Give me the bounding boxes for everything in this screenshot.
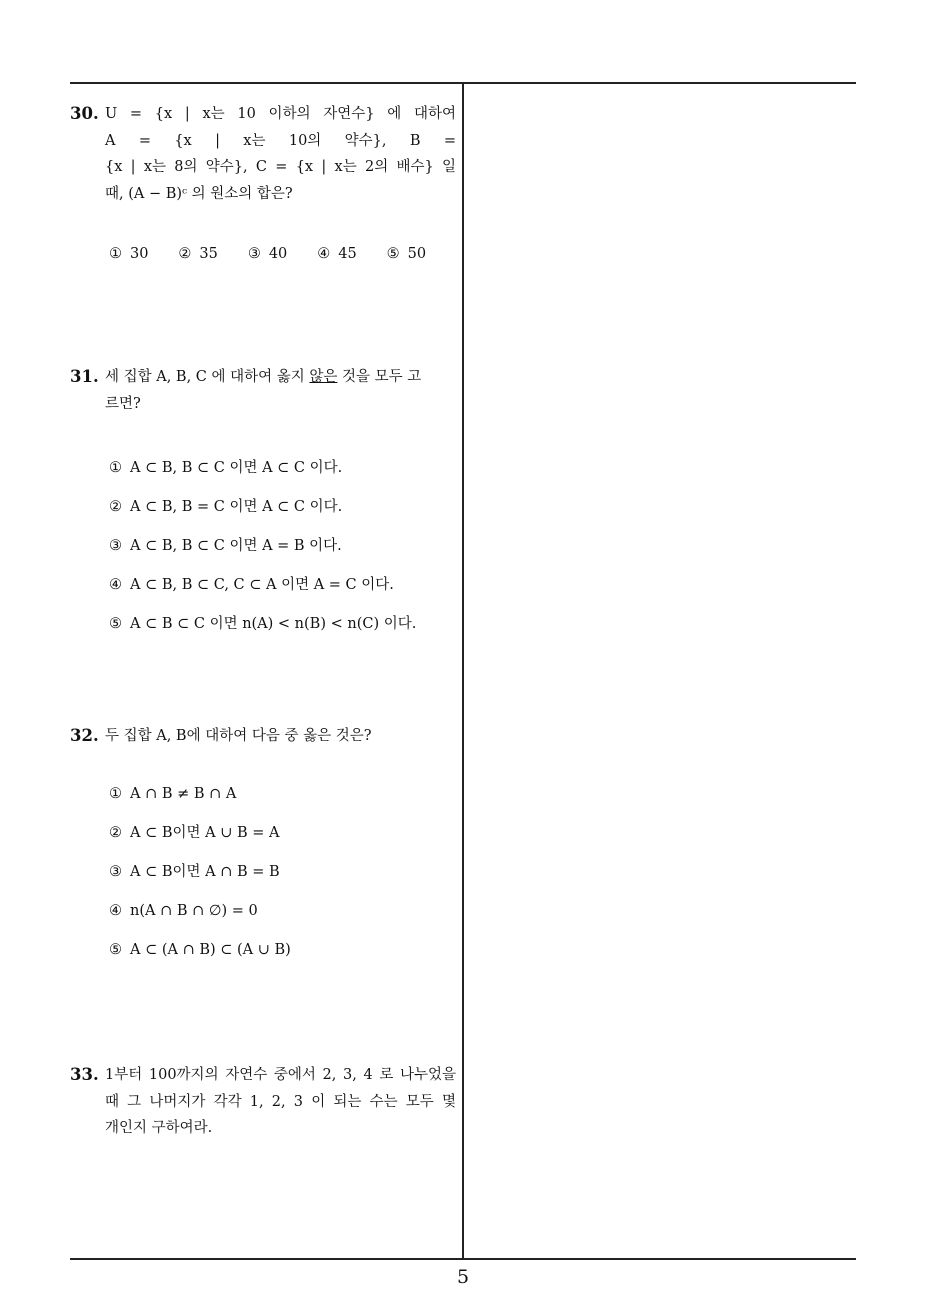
- choice-marker: ①: [109, 460, 122, 476]
- answer-choice-3[interactable]: [109, 533, 456, 572]
- answer-choice-1[interactable]: [109, 241, 178, 268]
- choice-text: A ⊂ B이면 A ∩ B = B: [130, 863, 280, 880]
- question-stem: [105, 723, 456, 750]
- question-number: 31.: [70, 367, 99, 386]
- stem-line: A = {x | x는 10의 약수}, B =: [105, 132, 456, 149]
- stem-text: [105, 364, 421, 391]
- stem-line: 1부터 100까지의 자연수 중에서 2, 3, 4 로 나누었을: [105, 1067, 456, 1083]
- stem-line: 때 그 나머지가 각각 1, 2, 3 이 되는 수는 모두 몇: [105, 1093, 456, 1110]
- choice-marker: ②: [178, 246, 192, 262]
- answer-choice-4[interactable]: [109, 572, 456, 611]
- stem-line: 것을 모두 고: [337, 369, 422, 385]
- stem-line: 르면?: [105, 395, 141, 412]
- answer-choice-5[interactable]: [387, 241, 456, 268]
- underlined-emphasis: 않은: [309, 369, 338, 385]
- column-divider: [462, 83, 464, 1258]
- choice-text: A ⊂ B, B ⊂ C, C ⊂ A 이면 A = C 이다.: [130, 577, 394, 593]
- answer-choice-2[interactable]: [109, 494, 456, 533]
- choice-marker: ③: [109, 863, 122, 880]
- stem-line: 세 집합 A, B, C 에 대하여 옳지: [105, 369, 310, 385]
- choice-marker: ②: [109, 824, 122, 841]
- choice-text: 30: [130, 246, 149, 262]
- stem-line: 두 집합 A, B에 대하여 다음 중 옳은 것은?: [105, 728, 372, 744]
- answer-choice-2[interactable]: [178, 241, 247, 268]
- choice-marker: ①: [109, 246, 122, 262]
- choice-text: A ⊂ B ⊂ C 이면 n(A) < n(B) < n(C) 이다.: [130, 616, 417, 632]
- choice-text: A ⊂ (A ∩ B) ⊂ (A ∪ B): [130, 941, 291, 958]
- answer-choice-1[interactable]: [109, 455, 456, 494]
- stem-line: 때, (A − B)ᶜ 의 원소의 합은?: [105, 185, 293, 202]
- choice-marker: ②: [109, 499, 122, 515]
- choice-marker: ④: [317, 246, 331, 262]
- answer-choices: [109, 455, 456, 650]
- choice-text: n(A ∩ B ∩ ∅) = 0: [130, 902, 258, 919]
- choice-text: A ⊂ B, B ⊂ C 이면 A ⊂ C 이다.: [130, 460, 343, 476]
- question-32: [70, 723, 456, 976]
- choice-marker: ①: [109, 785, 122, 802]
- answer-choice-5[interactable]: [109, 611, 456, 650]
- answer-choice-4[interactable]: [109, 898, 456, 937]
- choice-marker: ⑤: [109, 616, 122, 632]
- question-31: [70, 364, 456, 650]
- choice-marker: ⑤: [109, 941, 122, 958]
- choice-marker: ④: [109, 577, 122, 593]
- answer-choice-3[interactable]: [248, 241, 317, 268]
- choice-text: 50: [407, 246, 427, 262]
- choice-marker: ③: [109, 538, 122, 554]
- choice-marker: ④: [109, 902, 122, 919]
- question-30: [70, 101, 456, 268]
- choice-text: A ⊂ B, B = C 이면 A ⊂ C 이다.: [130, 499, 343, 515]
- question-number: 33.: [70, 1065, 99, 1084]
- stem-line: {x | x는 8의 약수}, C = {x | x는 2의 배수} 일: [105, 159, 456, 175]
- answer-choice-2[interactable]: [109, 820, 456, 859]
- stem-line: U = {x | x는 10 이하의 자연수} 에 대하여: [105, 106, 456, 122]
- choice-text: A ∩ B ≠ B ∩ A: [130, 785, 237, 802]
- bottom-rule: [70, 1258, 856, 1260]
- question-stem: [105, 1062, 456, 1142]
- question-33: [70, 1062, 456, 1142]
- answer-choice-5[interactable]: [109, 937, 456, 976]
- answer-choice-3[interactable]: [109, 859, 456, 898]
- choice-text: 40: [268, 246, 288, 262]
- page-number: 5: [456, 1266, 470, 1288]
- question-stem: [105, 364, 456, 417]
- choice-text: 45: [338, 246, 357, 262]
- answer-choices: [109, 241, 456, 268]
- choice-marker: ③: [247, 246, 261, 262]
- answer-choice-4[interactable]: [317, 241, 386, 268]
- question-number: 30.: [70, 104, 99, 123]
- choice-text: A ⊂ B이면 A ∪ B = A: [130, 824, 280, 841]
- stem-line: 개인지 구하여라.: [105, 1120, 213, 1136]
- question-number: 32.: [70, 726, 99, 745]
- question-stem: [105, 101, 456, 207]
- choice-text: 35: [199, 246, 218, 262]
- answer-choices: [109, 781, 456, 976]
- choice-text: A ⊂ B, B ⊂ C 이면 A = B 이다.: [130, 538, 342, 554]
- answer-choice-1[interactable]: [109, 781, 456, 820]
- choice-marker: ⑤: [386, 246, 400, 262]
